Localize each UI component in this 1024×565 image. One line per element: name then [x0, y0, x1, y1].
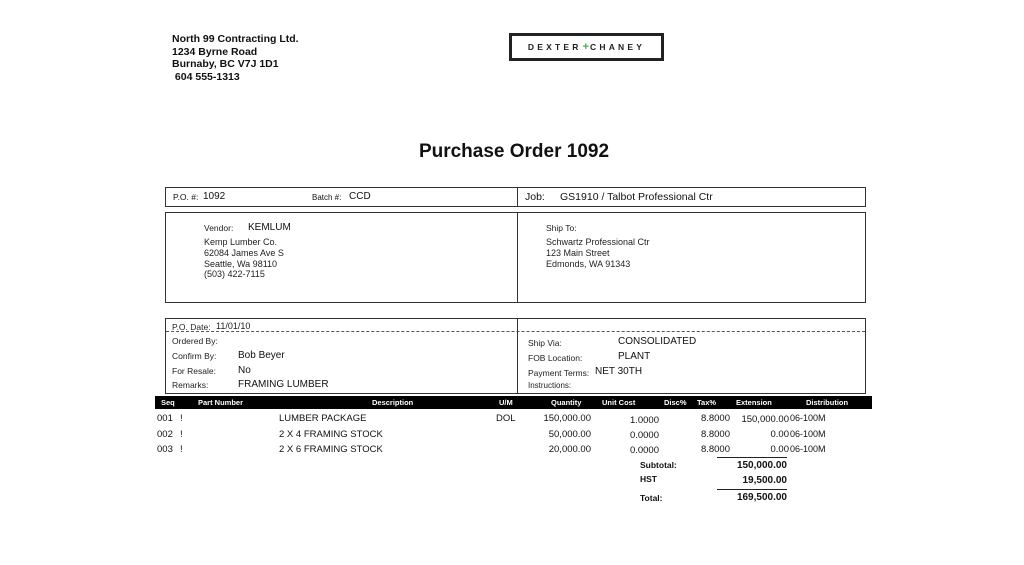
- total-rule: [717, 489, 787, 490]
- row-unit-cost: 0.0000: [629, 445, 659, 456]
- remarks-value: FRAMING LUMBER: [238, 379, 329, 390]
- logo-plus-icon: +: [582, 41, 590, 53]
- line-items-header: [155, 396, 872, 409]
- ship-to-name: Schwartz Professional Ctr: [546, 237, 650, 247]
- col-tax: Tax%: [697, 398, 717, 407]
- row-distribution: 06-100M: [790, 413, 826, 423]
- po-header-left: [166, 188, 518, 206]
- company-address-line2: Burnaby, BC V7J 1D1: [172, 58, 279, 70]
- row-description: LUMBER PACKAGE: [279, 413, 367, 424]
- confirm-by-label: Confirm By:: [172, 351, 217, 361]
- batch-label: Batch #:: [312, 193, 342, 202]
- col-description: Description: [372, 398, 414, 407]
- table-row: [0, 413, 1024, 427]
- row-flag: !: [180, 444, 183, 455]
- order-info-left: [166, 319, 518, 393]
- total-value: 169,500.00: [736, 492, 787, 503]
- job-label: Job:: [525, 191, 545, 203]
- row-seq: 001: [157, 413, 173, 424]
- for-resale-value: No: [238, 365, 251, 376]
- col-quantity: Quantity: [551, 398, 582, 407]
- row-quantity: 20,000.00: [548, 444, 591, 455]
- vendor-phone: (503) 422-7115: [204, 269, 265, 279]
- row-unit-cost: 1.0000: [629, 415, 659, 426]
- row-flag: !: [180, 413, 183, 424]
- row-flag: !: [180, 429, 183, 440]
- po-header-box: [165, 187, 866, 207]
- vendor-section: [166, 213, 518, 302]
- confirm-by-value: Bob Beyer: [238, 350, 285, 361]
- vendor-address-line2: Seattle, Wa 98110: [204, 259, 278, 269]
- po-date-label: P.O. Date:: [172, 322, 211, 332]
- row-distribution: 06-100M: [790, 429, 826, 439]
- row-extension: 0.00: [770, 429, 789, 440]
- job-value: GS1910 / Talbot Professional Ctr: [560, 191, 713, 203]
- payment-terms-label: Payment Terms:: [528, 368, 590, 378]
- row-extension: 0.00: [770, 444, 789, 455]
- company-name: North 99 Contracting Ltd.: [172, 33, 299, 45]
- po-date-value: 11/01/10: [216, 321, 251, 331]
- hst-label: HST: [640, 474, 657, 484]
- po-number-value: 1092: [203, 191, 226, 202]
- table-row: [0, 429, 1024, 443]
- table-row: [0, 444, 1024, 458]
- address-box: [165, 212, 866, 303]
- ordered-by-label: Ordered By:: [172, 336, 218, 346]
- fob-location-label: FOB Location:: [528, 353, 583, 363]
- col-extension: Extension: [736, 398, 772, 407]
- batch-value: CCD: [349, 191, 371, 202]
- subtotal-rule: [717, 457, 787, 458]
- order-info-right: [518, 319, 865, 393]
- row-quantity: 150,000.00: [543, 413, 591, 424]
- row-seq: 003: [157, 444, 173, 455]
- col-disc: Disc%: [664, 398, 687, 407]
- ship-via-label: Ship Via:: [528, 338, 562, 348]
- for-resale-label: For Resale:: [172, 366, 216, 376]
- logo-text-left: DEXTER: [527, 42, 582, 52]
- row-tax: 8.8000: [700, 444, 730, 455]
- row-distribution: 06-100M: [790, 444, 826, 454]
- col-part-number: Part Number: [198, 398, 244, 407]
- po-header-right: [518, 188, 865, 206]
- total-label: Total:: [640, 493, 663, 503]
- row-tax: 8.8000: [700, 413, 730, 424]
- row-tax: 8.8000: [700, 429, 730, 440]
- page-title: Purchase Order 1092: [418, 141, 610, 162]
- payment-terms-value: NET 30TH: [595, 366, 643, 377]
- company-address-line1: 1234 Byrne Road: [172, 45, 258, 58]
- ship-to-address-line2: Edmonds, WA 91343: [546, 259, 631, 269]
- vendor-code: KEMLUM: [248, 222, 291, 233]
- order-info-box: [165, 318, 866, 394]
- row-description: 2 X 4 FRAMING STOCK: [279, 429, 383, 440]
- row-description: 2 X 6 FRAMING STOCK: [279, 444, 383, 455]
- remarks-label: Remarks:: [172, 380, 209, 390]
- row-unit-cost: 0.0000: [629, 430, 659, 441]
- vendor-address-line1: 62084 James Ave S: [204, 248, 284, 258]
- ship-via-value: CONSOLIDATED: [618, 336, 697, 347]
- row-quantity: 50,000.00: [548, 429, 591, 440]
- dexter-chaney-logo: [509, 33, 664, 61]
- col-seq: Seq: [161, 398, 175, 407]
- subtotal-label: Subtotal:: [640, 460, 677, 470]
- col-unit-cost: Unit Cost: [602, 398, 636, 407]
- ship-to-section: [518, 213, 865, 302]
- col-um: U/M: [499, 398, 513, 407]
- instructions-label: Instructions:: [528, 381, 572, 390]
- ship-to-address-line1: 123 Main Street: [546, 248, 610, 258]
- vendor-name: Kemp Lumber Co.: [204, 237, 278, 247]
- company-phone: 604 555-1313: [172, 70, 240, 83]
- row-seq: 002: [157, 429, 173, 440]
- company-address-block: [172, 33, 299, 83]
- subtotal-value: 150,000.00: [736, 460, 787, 471]
- logo-text-right: CHANEY: [590, 42, 646, 52]
- hst-value: 19,500.00: [742, 475, 787, 486]
- col-distribution: Distribution: [806, 398, 849, 407]
- po-number-label: P.O. #:: [173, 192, 199, 202]
- ship-to-label: Ship To:: [546, 223, 577, 233]
- row-um: DOL: [496, 413, 516, 424]
- fob-location-value: PLANT: [618, 351, 651, 362]
- vendor-label: Vendor:: [204, 223, 234, 233]
- row-extension: 150,000.00: [741, 414, 789, 425]
